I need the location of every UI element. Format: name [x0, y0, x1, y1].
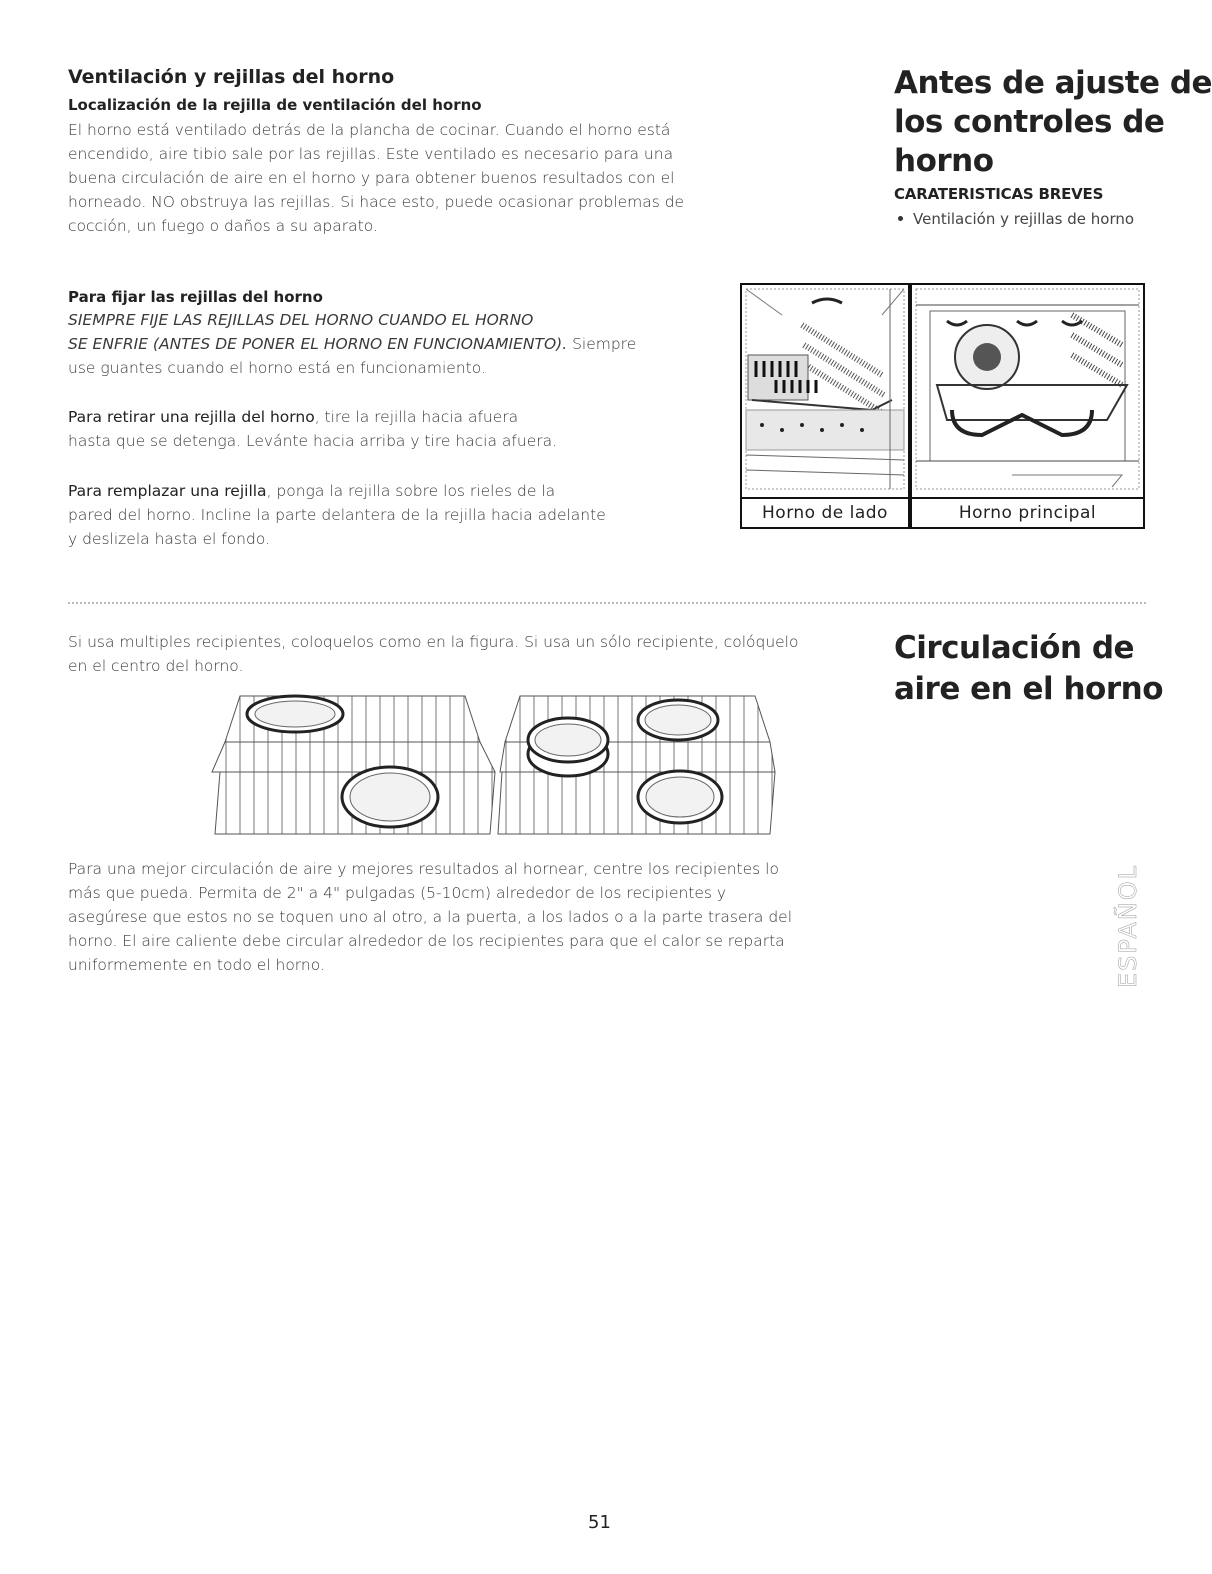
circulation-intro: [68, 630, 798, 678]
circulation-title-line: Circulación de: [894, 630, 1135, 666]
bullet-icon: [898, 216, 903, 221]
racks-line: use guantes cuando el horno está en funcionamiento.: [68, 359, 486, 377]
side-oven-caption: Horno de lado: [742, 497, 908, 523]
section-title-line: horno: [894, 143, 994, 179]
vent-line: buena circulación de aire en el horno y para obtener buenos resultados con el: [68, 169, 675, 187]
rack-diagram-right: [498, 696, 775, 834]
vent-paragraph: [68, 118, 684, 238]
circulation-line: uniformemente en todo el horno.: [68, 956, 325, 974]
racks-text: Siempre: [567, 335, 637, 353]
side-oven-illustration: [742, 285, 908, 495]
remove-rack-label: Para retirar una rejilla del horno: [68, 408, 315, 426]
circulation-line: Para una mejor circulación de aire y mejores resultados al hornear, centre los recipientes lo: [68, 860, 779, 878]
replace-rack-paragraph: [68, 479, 606, 551]
pan-placement-diagram: [210, 692, 780, 842]
main-oven-figure: [910, 283, 1145, 529]
circulation-intro-line: en el centro del horno.: [68, 657, 244, 675]
replace-rack-text: pared del horno. Incline la parte delantera de la rejilla hacia adelante: [68, 506, 606, 524]
vent-subheading: Localización de la rejilla de ventilación del horno: [68, 96, 482, 114]
circulation-line: horno. El aire caliente debe circular alrededor de los recipientes para que el calor se reparta: [68, 932, 785, 950]
circulation-line: más que pueda. Permita de 2" a 4" pulgadas (5-10cm) alrededor de los recipientes y: [68, 884, 727, 902]
remove-rack-text: , tire la rejilla hacia afuera: [314, 408, 519, 426]
vent-heading: Ventilación y rejillas del horno: [68, 66, 395, 88]
remove-rack-text: hasta que se detenga. Levánte hacia arriba y tire hacia afuera.: [68, 432, 558, 450]
circulation-paragraph: [68, 857, 792, 977]
features-heading: CARATERISTICAS BREVES: [894, 185, 1104, 203]
racks-heading: Para fijar las rejillas del horno: [68, 288, 323, 306]
side-oven-figure: [740, 283, 910, 529]
section-title: [894, 64, 1212, 181]
racks-warning-line: SIEMPRE FIJE LAS REJILLAS DEL HORNO CUANDO EL HORNO: [68, 311, 534, 329]
feature-label: Ventilación y rejillas de horno: [913, 210, 1135, 228]
section-divider: [68, 602, 1146, 604]
replace-rack-label: Para remplazar una rejilla: [68, 482, 267, 500]
remove-rack-paragraph: [68, 405, 557, 453]
vent-line: cocción, un fuego o daños a su aparato.: [68, 217, 378, 235]
circulation-title-line: aire en el horno: [894, 671, 1164, 707]
feature-item: [894, 210, 1134, 228]
section-title-line: los controles de: [894, 104, 1165, 140]
main-oven-illustration: [912, 285, 1143, 495]
circulation-line: asegúrese que estos no se toquen uno al otro, a la puerta, a los lados o a la parte trasera del: [68, 908, 793, 926]
replace-rack-text: y deslizela hasta el fondo.: [68, 530, 270, 548]
circulation-title: [894, 628, 1163, 710]
vent-line: horneado. NO obstruya las rejillas. Si hace esto, puede ocasionar problemas de: [68, 193, 685, 211]
rack-diagram-left: [212, 696, 495, 834]
section-title-line: Antes de ajuste de: [894, 65, 1212, 101]
vent-line: encendido, aire tibio sale por las rejillas. Este ventilado es necesario para una: [68, 145, 674, 163]
circulation-intro-line: Si usa multiples recipientes, coloquelos como en la figura. Si usa un sólo recipiente, colóquelo: [68, 633, 799, 651]
replace-rack-text: , ponga la rejilla sobre los rieles de la: [266, 482, 556, 500]
main-oven-caption: Horno principal: [912, 497, 1143, 523]
language-tab: ESPAÑOL: [1114, 864, 1142, 988]
racks-warning-line: SE ENFRIE (ANTES DE PONER EL HORNO EN FUNCIONAMIENTO).: [68, 335, 568, 353]
vent-line: El horno está ventilado detrás de la plancha de cocinar. Cuando el horno está: [68, 121, 671, 139]
page-number: 51: [588, 1512, 611, 1533]
racks-paragraph: [68, 308, 636, 380]
